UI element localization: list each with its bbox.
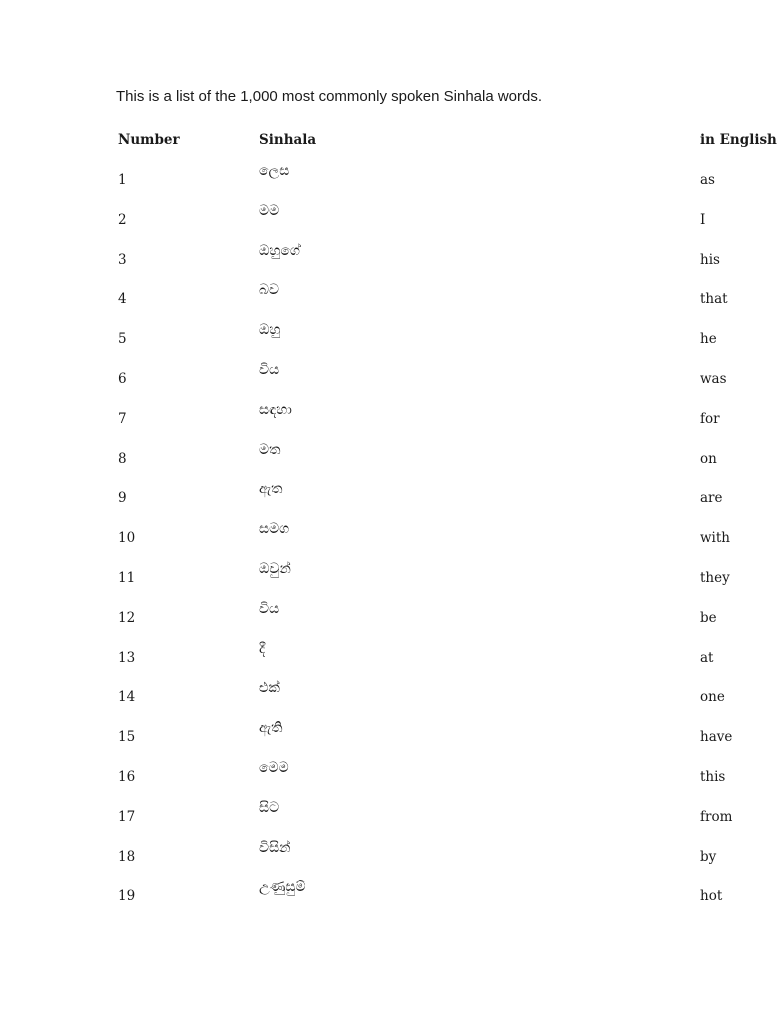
row-english-word: have: [700, 729, 733, 745]
row-english-word: I: [700, 212, 706, 228]
row-sinhala-word: ඔවුන්: [259, 561, 291, 577]
row-number: 6: [118, 371, 127, 387]
row-number: 1: [118, 172, 127, 188]
row-english-word: he: [700, 331, 717, 347]
row-number: 16: [118, 769, 136, 785]
header-english: in English: [700, 132, 777, 148]
row-number: 9: [118, 490, 127, 506]
row-sinhala-word: මම: [259, 203, 280, 219]
row-number: 4: [118, 291, 127, 307]
row-number: 15: [118, 729, 136, 745]
row-english-word: by: [700, 849, 717, 865]
row-sinhala-word: සඳහා: [259, 402, 292, 418]
row-number: 5: [118, 331, 127, 347]
row-english-word: on: [700, 451, 717, 467]
row-number: 2: [118, 212, 127, 228]
row-number: 3: [118, 252, 127, 268]
row-number: 8: [118, 451, 127, 467]
row-number: 10: [118, 530, 136, 546]
row-number: 18: [118, 849, 136, 865]
row-sinhala-word: උණුසුම්: [259, 879, 306, 895]
row-english-word: for: [700, 411, 720, 427]
row-sinhala-word: ඇත: [259, 481, 283, 497]
header-number: Number: [118, 132, 180, 148]
row-sinhala-word: බව: [259, 282, 280, 298]
row-sinhala-word: විය: [259, 601, 280, 617]
row-english-word: with: [700, 530, 730, 546]
row-english-word: that: [700, 291, 728, 307]
header-sinhala: Sinhala: [259, 132, 317, 148]
row-sinhala-word: ඔහු: [259, 322, 281, 338]
row-english-word: be: [700, 610, 717, 626]
row-sinhala-word: දී: [259, 641, 266, 657]
row-sinhala-word: ඇති: [259, 720, 283, 736]
row-english-word: at: [700, 650, 714, 666]
row-sinhala-word: මෙම: [259, 760, 289, 776]
row-number: 13: [118, 650, 136, 666]
row-sinhala-word: සිට: [259, 800, 280, 816]
row-number: 14: [118, 689, 136, 705]
row-english-word: they: [700, 570, 730, 586]
row-english-word: this: [700, 769, 726, 785]
row-sinhala-word: මත: [259, 442, 281, 458]
row-sinhala-word: එක්: [259, 680, 280, 696]
row-number: 11: [118, 570, 136, 586]
row-number: 7: [118, 411, 127, 427]
row-english-word: was: [700, 371, 727, 387]
row-sinhala-word: ලෙස: [259, 163, 290, 179]
row-number: 19: [118, 888, 136, 904]
row-english-word: are: [700, 490, 723, 506]
row-sinhala-word: ඔහුගේ: [259, 243, 300, 259]
intro-text: This is a list of the 1,000 most commonly spoken Sinhala words.: [116, 88, 543, 105]
row-english-word: one: [700, 689, 725, 705]
row-english-word: as: [700, 172, 715, 188]
row-number: 12: [118, 610, 136, 626]
row-number: 17: [118, 809, 136, 825]
row-sinhala-word: විය: [259, 362, 280, 378]
row-english-word: his: [700, 252, 720, 268]
row-english-word: from: [700, 809, 733, 825]
row-english-word: hot: [700, 888, 723, 904]
row-sinhala-word: සමග: [259, 521, 290, 537]
row-sinhala-word: විසින්: [259, 840, 291, 856]
